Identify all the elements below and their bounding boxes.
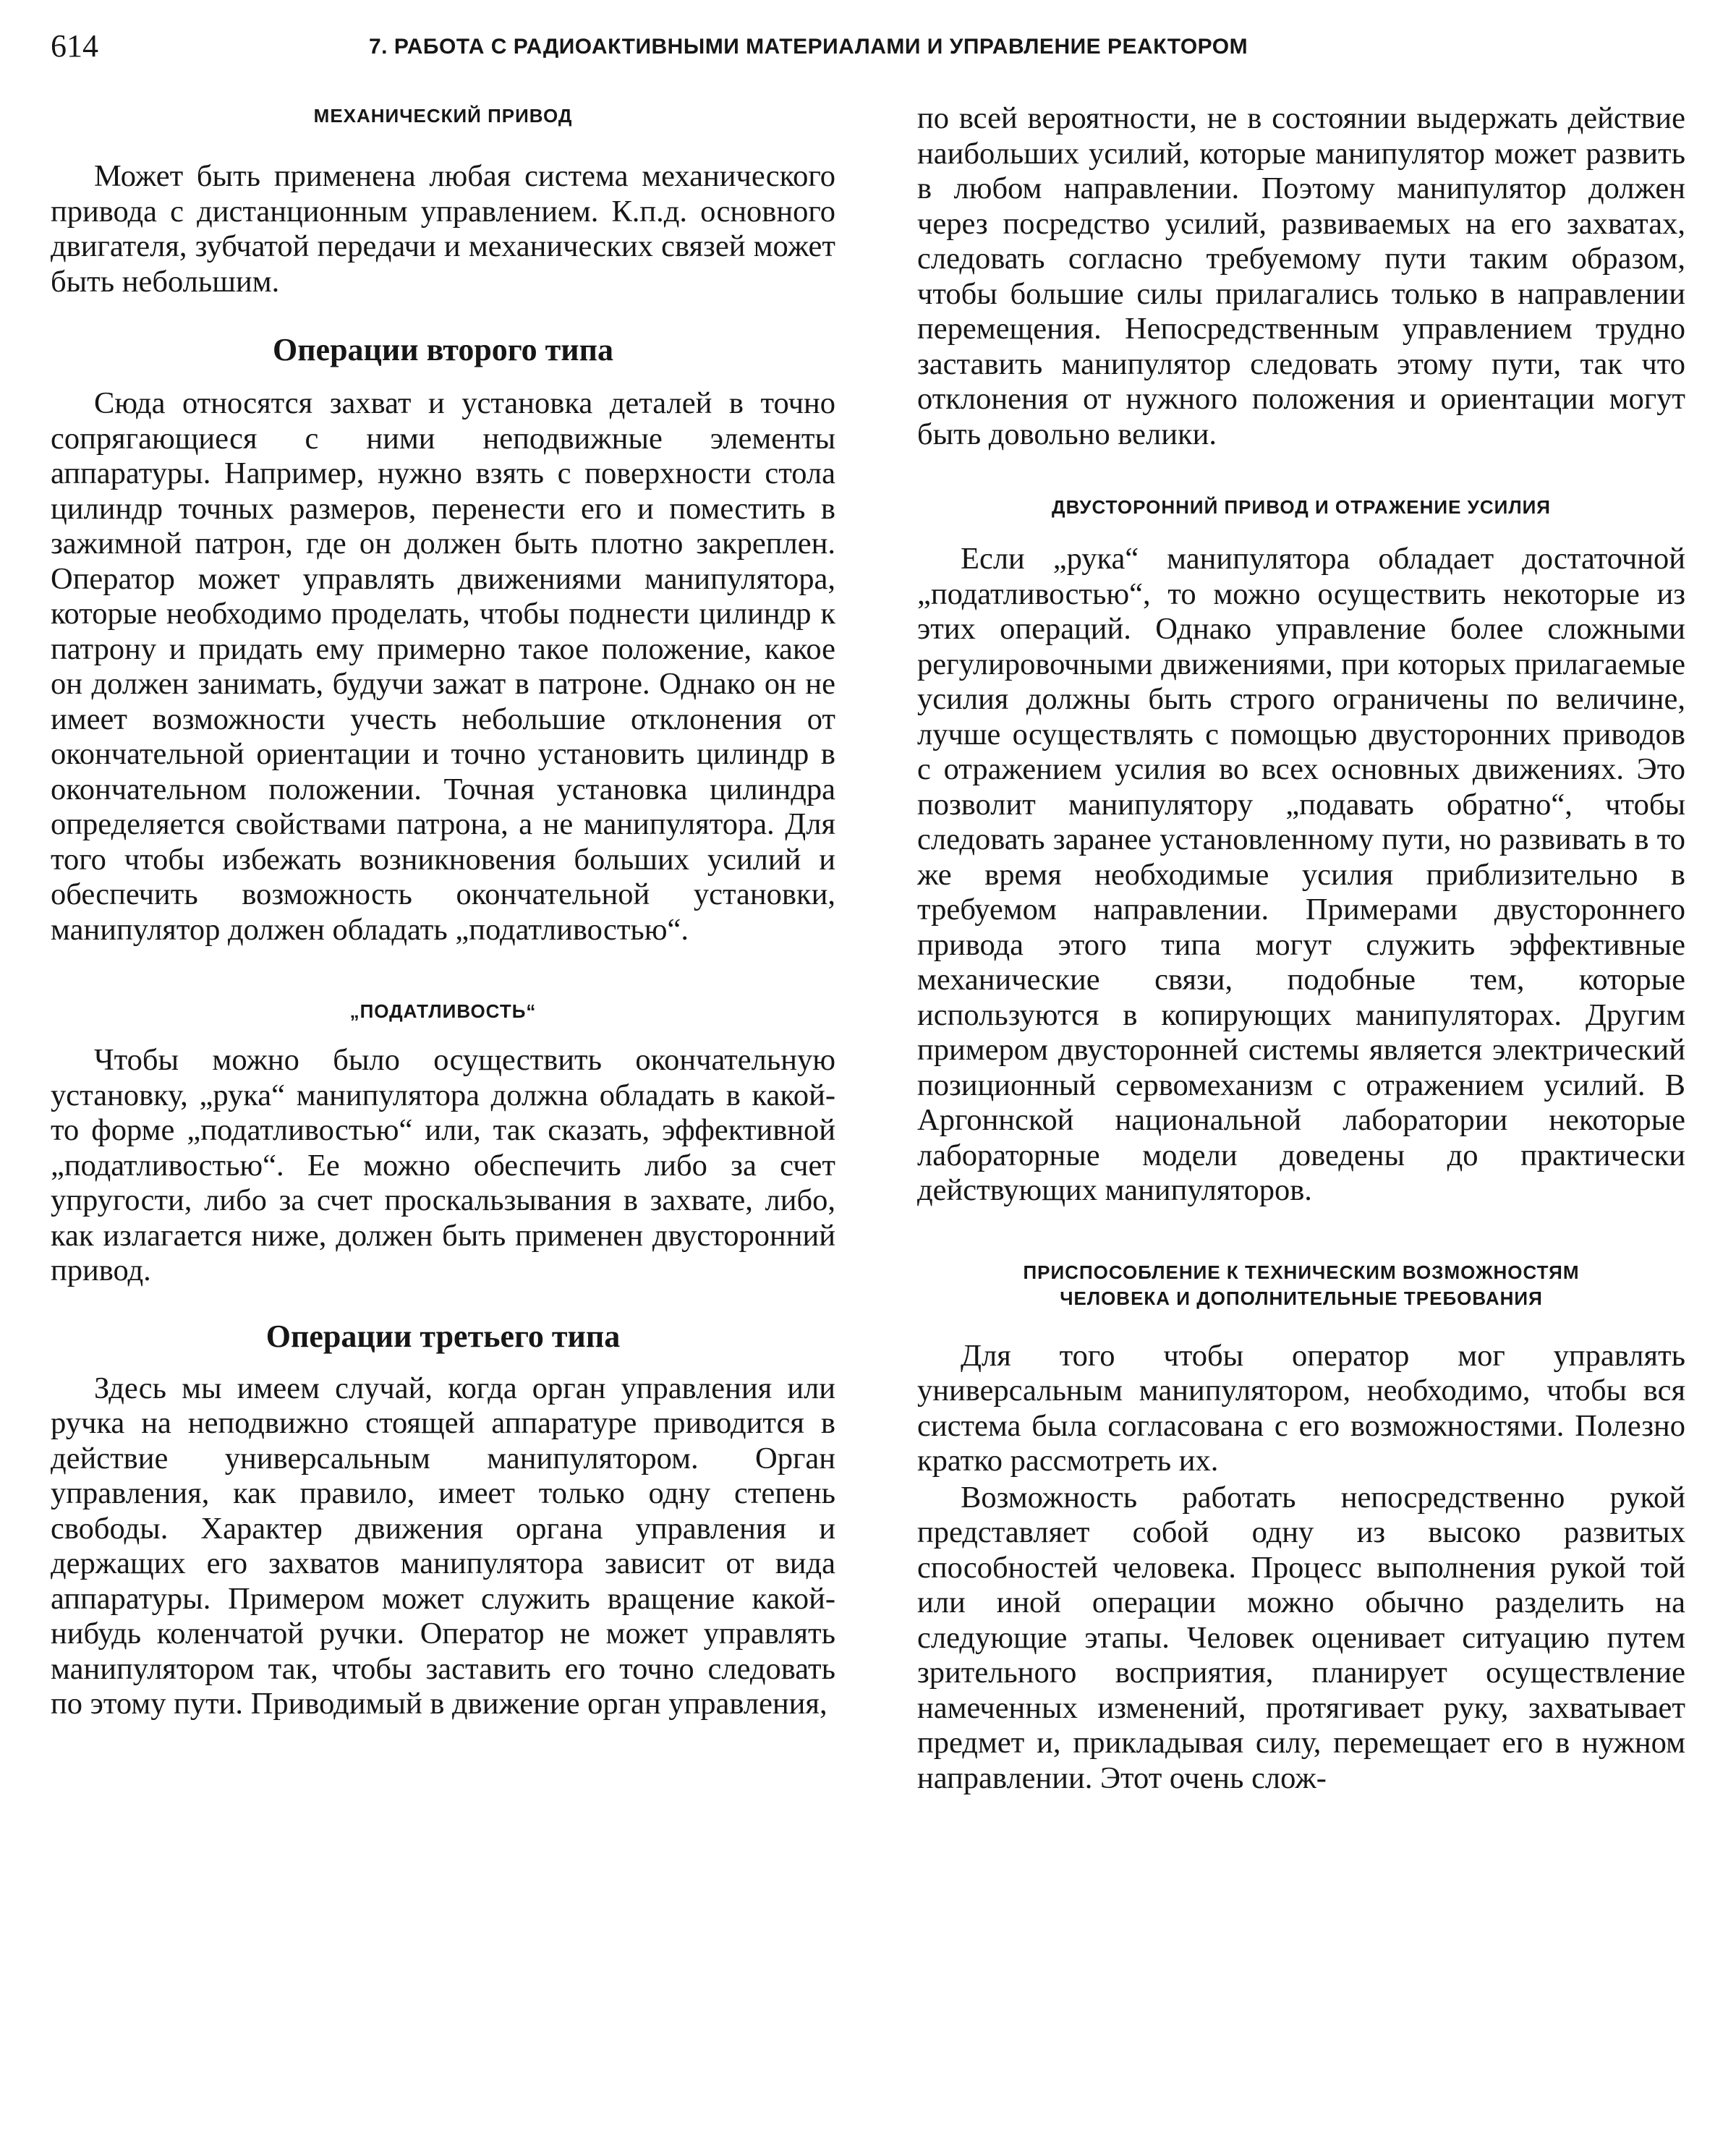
right-column	[917, 93, 1685, 1796]
compliance-heading: „ПОДАТЛИВОСТЬ“	[349, 1000, 537, 1022]
compliance-paragraph: Чтобы можно было осуществить окончательную установку, „рука“ манипулятора должна обладать в какой-то форме „податливостью“ или, так сказать, эффективной „податливостью“. Ее можно обеспечить либо за счет упругости, либо за счет проскальзывания в захвате, либо, как излагается ниже, должен быть применен двусторонний привод.	[51, 1043, 835, 1287]
running-title: 7. РАБОТА С РАДИОАКТИВНЫМИ МАТЕРИАЛАМИ И УПРАВЛЕНИЕ РЕАКТОРОМ	[369, 35, 1248, 59]
adaptation-paragraph-2: Возможность работать непосредственно рукой представляет собой одну из высоко развитых способностей человека. Процесс выполнения рукой той или иной операции можно обычно разделить на следующие этапы. Человек оценивает ситуацию путем зрительного восприятия, планирует осуществление намеченных изменений, протягивает руку, захватывает предмет и, прикладывая силу, перемещает его в нужном направлении. Этот очень слож-	[917, 1480, 1685, 1795]
adaptation-heading-line-2: ЧЕЛОВЕКА И ДОПОЛНИТЕЛЬНЫЕ ТРЕБОВАНИЯ	[1060, 1287, 1543, 1309]
page-header	[51, 20, 1685, 72]
bilateral-drive-paragraph: Если „рука“ манипулятора обладает достаточной „податливостью“, то можно осуществить некоторые из этих операций. Однако управление более сложными регулировочными движениями, при которых прилагаемые усилия должны быть строго ограничены по величине, лучше осуществлять с помощью двусторонних приводов с отражением усилия во всех основных движениях. Это позволит манипулятору „подавать обратно“, чтобы следовать заранее установленному пути, но развивать в то же время необходимые усилия приблизительно в требуемом направлении. Примерами двустороннего привода этого типа могут служить эффективные механические связи, подобные тем, которые используются в копирующих манипуляторах. Другим примером двусторонней системы является электрический позиционный сервомеханизм с отражением усилий. В Аргоннской национальной лаборатории некоторые лабораторные модели доведены до практически действующих манипуляторов.	[917, 542, 1685, 1207]
second-type-operations-paragraph: Сюда относятся захват и установка деталей в точно сопрягающиеся с ними неподвижные элементы аппаратуры. Например, нужно взять с поверхности стола цилиндр точных размеров, перенести его и поместить в зажимной патрон, где он должен быть плотно закреплен. Оператор может управлять движениями манипулятора, которые необходимо проделать, чтобы поднести цилиндр к патрону и придать ему примерно такое положение, какое он должен занимать, будучи зажат в патроне. Однако он не имеет возможности учесть небольшие отклонения от окончательной ориентации и точно установить цилиндр в окончательном положении. Точная установка цилиндра определяется свойствами патрона, а не манипулятора. Для того чтобы избежать возникновения больших усилий и обеспечить возможность окончательной установки, манипулятор должен обладать „податливостью“.	[51, 386, 835, 947]
left-column	[51, 93, 835, 1722]
third-type-operations-title: Операции третьего типа	[265, 1318, 621, 1354]
bilateral-drive-heading: ДВУСТОРОННИЙ ПРИВОД И ОТРАЖЕНИЕ УСИЛИЯ	[1052, 496, 1551, 518]
continued-paragraph: по всей вероятности, не в состоянии выдержать действие наибольших усилий, которые манипулятор может развить в любом направлении. Поэтому манипулятор должен через посредство усилий, развиваемых на его захватах, следовать согласно требуемому пути таким образом, чтобы большие силы прилагались только в направлении перемещения. Непосредственным управлением трудно заставить манипулятор следовать этому пути, так что отклонения от нужного положения и ориентации могут быть довольно велики.	[917, 101, 1685, 451]
adaptation-heading-line-1: ПРИСПОСОБЛЕНИЕ К ТЕХНИЧЕСКИМ ВОЗМОЖНОСТЯМ	[1023, 1261, 1580, 1283]
second-type-operations-title: Операции второго типа	[272, 332, 613, 367]
mechanical-drive-paragraph: Может быть применена любая система механического привода с дистанционным управлением. К.п.д. основного двигателя, зубчатой передачи и механических связей может быть небольшим.	[51, 159, 835, 299]
third-type-operations-paragraph: Здесь мы имеем случай, когда орган управления или ручка на неподвижно стоящей аппаратуре приводится в действие универсальным манипулятором. Орган управления, как правило, имеет только одну степень свободы. Характер движения органа управления и держащих его захватов манипулятора зависит от вида аппаратуры. Примером может служить вращение какой-нибудь коленчатой ручки. Оператор не может управлять манипулятором так, чтобы заставить его точно следовать по этому пути. Приводимый в движение орган управления,	[51, 1371, 835, 1721]
adaptation-paragraph-1: Для того чтобы оператор мог управлять универсальным манипулятором, необходимо, чтобы вся система была согласована с его возможностями. Полезно кратко рассмотреть их.	[917, 1338, 1685, 1478]
adaptation-heading	[917, 1259, 1685, 1311]
mechanical-drive-heading: МЕХАНИЧЕСКИЙ ПРИВОД	[313, 105, 573, 127]
page-number: 614	[51, 28, 98, 64]
